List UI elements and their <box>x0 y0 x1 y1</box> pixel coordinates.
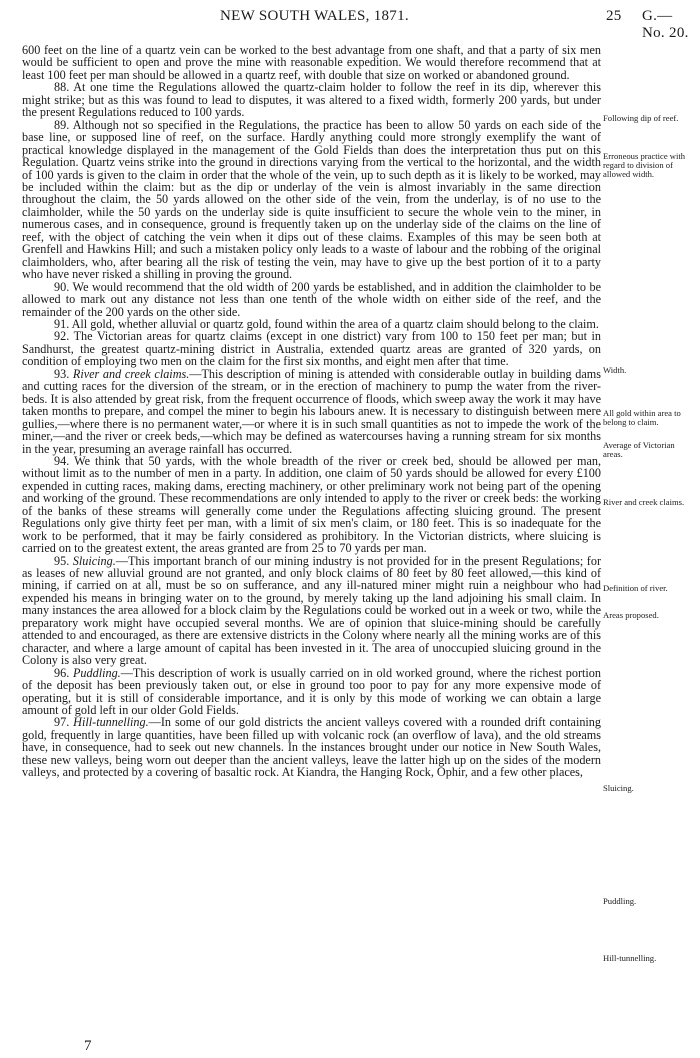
margin-note-hill-tunnelling: Hill-tunnelling. <box>603 953 657 963</box>
running-title: NEW SOUTH WALES, 1871. <box>220 8 409 24</box>
paragraph-number: 95. <box>54 553 70 568</box>
paragraph-number: 93. <box>54 366 70 381</box>
paragraph-88: 88. At one time the Regulations allowed the quartz-claim holder to follow the reef in its dip, wherever this might strike; but as this was found to lead to disputes, it was altered to a fixed width, formerly 200 yards, but under the present Regulations reduced to 100 yards. <box>22 80 601 120</box>
paragraph-number: 97. <box>54 715 70 730</box>
paragraph-90: 90. We would recommend that the old width of 200 yards be established, and in addition the claimholder to be allowed to mark out any distance not less than one tenth of the whole width on either side of the reef, and the remainder of the 200 yards on the other side. <box>22 279 601 319</box>
page-header <box>20 8 692 41</box>
paragraph-lead: Sluicing. <box>72 553 116 568</box>
paragraph-number: 88. <box>54 80 70 95</box>
paragraph-95: 95. Sluicing.—This important branch of our mining industry is not provided for in the present Regulations; for as leases of new alluvial ground are not granted, and only block claims of 80 feet by 80 feet allowed,—this kind of mining, if carried on at all, must be so on sufferance, and any ill-natured miner might ruin a neighbour who had expended his means in bringing water on to the ground, by merely taking up the land adjoining his small claim. In many instances the area allowed for a block claim by the Regulations could be worked out in a week or two, while the preparatory work might have occupied several months. We are of opinion that sluice-mining should be carefully attended to and encouraged, as there are extensive districts in the Colony where nearly all the mining works are of this character, and where a large amount of capital has been invested in it. The area of unoccupied sluicing ground in the Colony is also very great. <box>22 553 602 668</box>
margin-note-definition-river: Definition of river. <box>603 583 668 593</box>
margin-note-erroneous-practice: Erroneous practice with regard to division of allowed width. <box>603 151 686 179</box>
signature-mark: 7 <box>84 1038 92 1054</box>
paragraph-number: 96. <box>54 665 70 680</box>
paragraph-lead: Puddling. <box>72 665 121 680</box>
paragraph-number: 89. <box>54 117 70 132</box>
paragraph-93: 93. River and creek claims.—This description of mining is attended with considerable outlay in building dams and cutting races for the diversion of the stream, or in the erection of machinery to pump the water from the river-beds. It is also attended by great risk, from the frequent occurrence of floods, which sweep away the work it may have taken months to prepare, and compel the miner to begin his labours anew. It is necessary to distinguish between mere gullies,—where there is no permanent water,—or where it is in such small quantities as not to impede the work of the miner,—and the river or creek beds,—which may be defined as watercourses having a running stream for six months in the year, presuming an average rainfall has occurred. <box>22 366 602 456</box>
margin-note-sluicing: Sluicing. <box>603 783 634 793</box>
paragraph-lead: Hill-tunnelling. <box>73 715 149 730</box>
paragraph-lead: River and creek claims. <box>72 366 190 381</box>
document-number: G.—No. 20. <box>642 8 689 41</box>
page-number: 25 <box>606 8 622 24</box>
margin-note-areas-proposed: Areas proposed. <box>603 610 659 620</box>
paragraph-number: 92. <box>54 329 70 344</box>
paragraph-number: 90. <box>54 279 70 294</box>
paragraph-97: 97. Hill-tunnelling.—In some of our gold districts the ancient valleys covered with a rounded drift containing gold, frequently in large quantities, have been filled up with volcanic rock (an overflow of lava), and the old streams have, in consequence, had to seek out new channels. In the instances brought under our notice in New South Wales, these new valleys, being worn out deeper than the ancient valleys, leave the latter high up on the sides of the modern valleys, and protected by a covering of basaltic rock. At Kiandra, the Hanging Rock, Ophir, and a few other places, <box>22 715 601 780</box>
margin-note-width: Width. <box>603 365 627 375</box>
margin-note-river-creek: River and creek claims. <box>603 497 685 507</box>
paragraph-96: 96. Puddling.—This description of work is usually carried on in old worked ground, where the richest portion of the deposit has been previously taken out, or else in ground too poor to pay for any more expensive mode of operating, but it is still of considerable importance, and it is only by this mode of working we can obtain a large amount of gold left in our older Gold Fields. <box>22 665 601 718</box>
margin-note-victorian-areas: Average of Victorian areas. <box>603 440 675 459</box>
margin-note-following-dip: Following dip of reef. <box>603 113 679 123</box>
margin-note-all-gold: All gold within area to belong to claim. <box>603 408 681 427</box>
body-text <box>22 44 601 779</box>
paragraph-91: 91. All gold, whether alluvial or quartz gold, found within the area of a quartz claim should belong to the claim. <box>54 316 599 331</box>
paragraph-94: 94. We think that 50 yards, with the whole breadth of the river or creek bed, should be allowed per man, without limit as to the number of men in a party. In addition, one claim of 50 yards should be allowed for every £100 expended in cutting races, making dams, erecting machinery, or other preliminary work not being part of the opening and working of the ground. These recommendations are only intended to apply to the river or creek beds: the working of the banks of these streams will generally come under the Regulations affecting sluicing ground. The present Regulations only give thirty feet per man, with a limit of six men's claim, or 180 feet. This is so inadequate for the work to be performed, that it may be fairly considered as prohibitory. In the Victorian districts, where sluicing is carried on to the greatest extent, the areas granted are from 25 to 70 yards per man. <box>22 453 602 556</box>
paragraph-continued: 600 feet on the line of a quartz vein can be worked to the best advantage from one shaft, and that a party of six men would be sufficient to open and prove the mine with reasonable expedition. We would therefore recommend that at least 100 feet per man should be allowed in a quartz reef, with double that size on worked or abandoned ground. <box>22 43 601 82</box>
paragraph-89: 89. Although not so specified in the Regulations, the practice has been to allow 50 yards on each side of the base line, or supposed line of reef, on the surface. Hardly anything could more strongly exemplify the want of practical knowledge displayed in the management of the Gold Fields than does the interpretation thus put on this Regulation. Quartz veins strike into the ground in directions varying from the vertical to the horizontal, and the width of 100 yards is given to the claim in order that the whole of the vein, up to such depth as it is likely to be worked, may be included within the claim: but as the dip or underlay of the vein is almost invariably in the same direction throughout the claim, the 50 yards allowed on the other side of the vein, from the underlay, is of no use to the claimholder, while the 50 yards on the underlay side is quite insufficient to secure the whole vein to the miner, in numerous cases, and in consequence, ground is frequently taken up on the underlay side of the claims on the line of reef, with the object of catching the vein when it dips out of these claims. Examples of this may be seen both at Grenfell and Hawkins Hill; and such a mistaken policy only leads to a waste of labour and the robbing of the original claimholders, who, after bearing all the risk of testing the vein, may have to give up the best portion of it to a party who have never risked a shilling in proving the ground. <box>22 117 601 282</box>
paragraph-number: 94. <box>54 453 70 468</box>
margin-note-puddling: Puddling. <box>603 896 637 906</box>
paragraph-number: 91. <box>54 316 70 331</box>
paragraph-92: 92. The Victorian areas for quartz claims (except in one district) vary from 100 to 150 feet per man; but in Sandhurst, the greatest quartz-mining district in Australia, extended quartz areas are granted of 320 yards, on condition of employing two men on the claim for the first six months, and eight men after that time. <box>22 329 601 369</box>
